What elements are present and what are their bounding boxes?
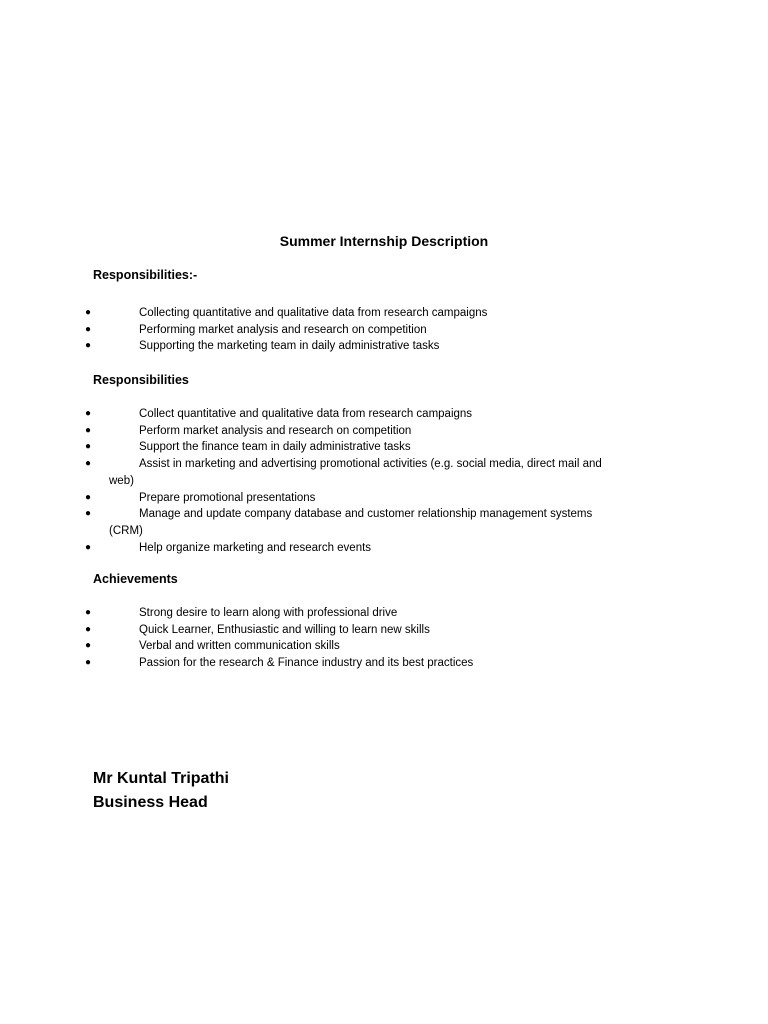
list-item: ● Quick Learner, Enthusiastic and willing to learn new skills — [0, 622, 700, 639]
bullet-icon: ● — [85, 623, 92, 635]
bullet-icon: ● — [85, 323, 92, 335]
bullet-icon: ● — [85, 340, 92, 352]
bullet-icon: ● — [85, 424, 92, 436]
bullet-icon: ● — [85, 491, 92, 503]
signature-role: Business Head — [93, 794, 208, 811]
bullet-icon: ● — [85, 441, 92, 453]
list-item: ● Perform market analysis and research on competition — [0, 423, 700, 440]
list-item: ● Collecting quantitative and qualitative data from research campaigns — [0, 305, 700, 322]
bullet-icon: ● — [85, 640, 92, 652]
bullet-icon: ● — [85, 508, 92, 520]
bullet-icon: ● — [85, 408, 92, 419]
bullet-icon: ● — [85, 541, 92, 553]
responsibilities-list-2 — [0, 406, 700, 556]
page-title: Summer Internship Description — [279, 233, 489, 249]
section-heading-achievements: Achievements — [93, 572, 178, 586]
achievements-list — [0, 605, 700, 672]
section-heading-responsibilities-2: Responsibilities — [93, 373, 189, 387]
list-item: ● Verbal and written communication skills — [0, 638, 700, 655]
responsibilities-list-1 — [0, 305, 700, 355]
list-item: ● Assist in marketing and advertising promotional activities (e.g. social media, direct mail and web) — [85, 458, 602, 487]
bullet-icon: ● — [85, 607, 92, 618]
list-item: ● Collect quantitative and qualitative data from research campaigns — [0, 406, 700, 423]
section-heading-responsibilities-1: Responsibilities:- — [93, 268, 198, 282]
list-item: ● Help organize marketing and research events — [0, 540, 700, 557]
list-item: ● Support the finance team in daily administrative tasks — [0, 439, 700, 456]
list-item: ● Performing market analysis and research on competition — [0, 322, 700, 339]
bullet-icon: ● — [85, 307, 92, 318]
list-item: ● Prepare promotional presentations — [0, 490, 700, 507]
list-item: ● Supporting the marketing team in daily administrative tasks — [0, 338, 700, 355]
list-item: ● Manage and update company database and customer relationship management systems (CRM) — [85, 508, 593, 537]
bullet-icon: ● — [85, 657, 92, 669]
signature-name: Mr Kuntal Tripathi — [93, 770, 229, 787]
bullet-icon: ● — [85, 458, 92, 470]
list-item: ● Passion for the research & Finance industry and its best practices — [0, 655, 700, 672]
list-item: ● Strong desire to learn along with professional drive — [0, 605, 700, 622]
